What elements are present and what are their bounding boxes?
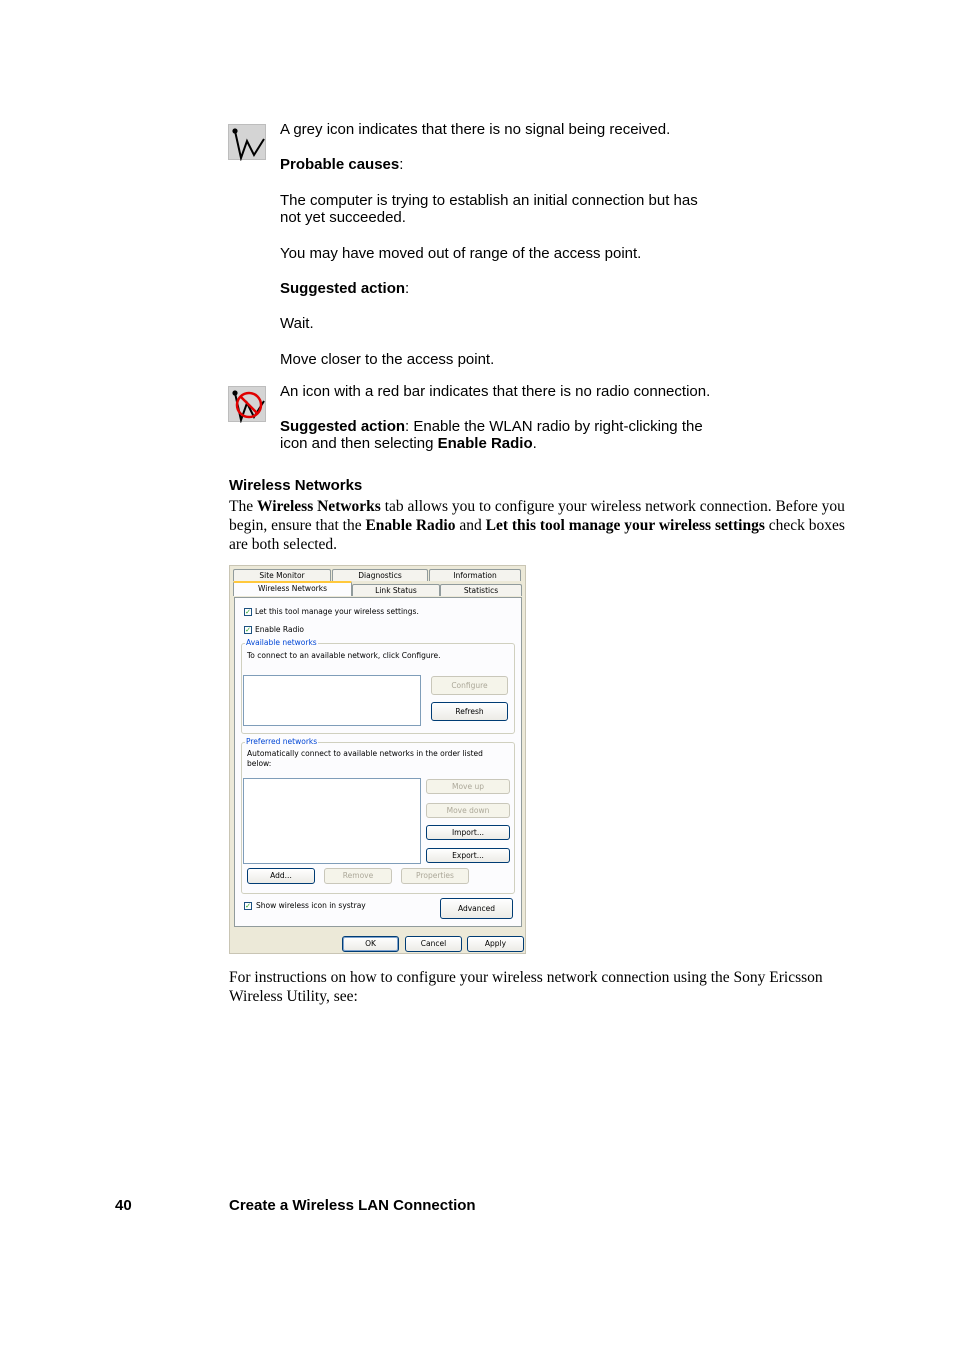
closing-paragraph: For instructions on how to configure your wireless network connection using the Sony Ericsson Wireless Utility, see: xyxy=(229,969,823,1005)
suggested-action-heading: Suggested action: xyxy=(280,280,410,297)
footer-title: Create a Wireless LAN Connection xyxy=(229,1197,476,1214)
properties-button[interactable]: Properties xyxy=(401,868,469,884)
tab-link-status[interactable]: Link Status xyxy=(352,584,440,596)
manage-settings-label: Let this tool manage your wireless settings. xyxy=(255,607,419,616)
action-wait: Wait. xyxy=(280,315,314,332)
apply-button[interactable]: Apply xyxy=(467,936,524,952)
tab-information[interactable]: Information xyxy=(429,569,521,581)
cancel-button[interactable]: Cancel xyxy=(405,936,462,952)
enable-radio-label: Enable Radio xyxy=(255,625,305,634)
no-signal-icon xyxy=(228,124,266,160)
tab-wireless-networks[interactable]: Wireless Networks xyxy=(233,581,352,596)
move-down-button[interactable]: Move down xyxy=(426,803,510,818)
preferred-networks-title: Preferred networks xyxy=(246,737,318,746)
show-systray-icon-checkbox[interactable]: ✓ xyxy=(245,902,251,910)
add-button[interactable]: Add... xyxy=(247,868,315,884)
action-move-closer: Move closer to the access point. xyxy=(280,351,495,368)
wireless-networks-paragraph: The Wireless Networks tab allows you to configure your wireless network connection. Before you begin, ensure that the Enable Radio and Let this tool manage your wireless settings check boxes are both selected. xyxy=(229,498,845,553)
page-number: 40 xyxy=(115,1197,132,1214)
available-networks-description: To connect to an available network, click Configure. xyxy=(247,651,441,660)
available-networks-list[interactable] xyxy=(243,675,421,726)
move-up-button[interactable]: Move up xyxy=(426,779,510,794)
configure-button[interactable]: Configure xyxy=(431,676,508,695)
manage-settings-checkbox[interactable]: ✓ xyxy=(245,608,251,616)
export-button[interactable]: Export... xyxy=(426,848,510,863)
refresh-button[interactable]: Refresh xyxy=(431,702,508,721)
radio-suggested-action: Suggested action: Enable the WLAN radio by right-clicking the icon and then selecting Enable Radio. xyxy=(280,418,703,452)
tab-diagnostics[interactable]: Diagnostics xyxy=(332,569,428,581)
remove-button[interactable]: Remove xyxy=(324,868,392,884)
enable-radio-checkbox[interactable]: ✓ xyxy=(245,626,251,634)
cause-2: You may have moved out of range of the access point. xyxy=(280,245,642,262)
show-systray-icon-label: Show wireless icon in systray xyxy=(256,901,366,910)
preferred-networks-description: Automatically connect to available networks in the order listed below: xyxy=(247,749,483,768)
preferred-networks-list[interactable] xyxy=(243,778,421,864)
probable-causes-heading: Probable causes: xyxy=(280,156,404,173)
tab-statistics[interactable]: Statistics xyxy=(440,584,522,596)
ok-button[interactable]: OK xyxy=(342,936,399,952)
no-radio-icon xyxy=(228,386,266,422)
available-networks-title: Available networks xyxy=(246,638,317,647)
wireless-networks-heading: Wireless Networks xyxy=(229,477,363,494)
wireless-networks-panel xyxy=(234,597,522,927)
tab-site-monitor[interactable]: Site Monitor xyxy=(233,569,331,581)
cause-1: The computer is trying to establish an initial connection but has not yet succeeded. xyxy=(280,192,698,226)
grey-icon-text: A grey icon indicates that there is no signal being received. xyxy=(280,121,671,138)
import-button[interactable]: Import... xyxy=(426,825,510,840)
red-icon-text: An icon with a red bar indicates that there is no radio connection. xyxy=(280,383,711,400)
advanced-button[interactable]: Advanced xyxy=(440,898,513,919)
wireless-utility-dialog xyxy=(229,565,526,954)
